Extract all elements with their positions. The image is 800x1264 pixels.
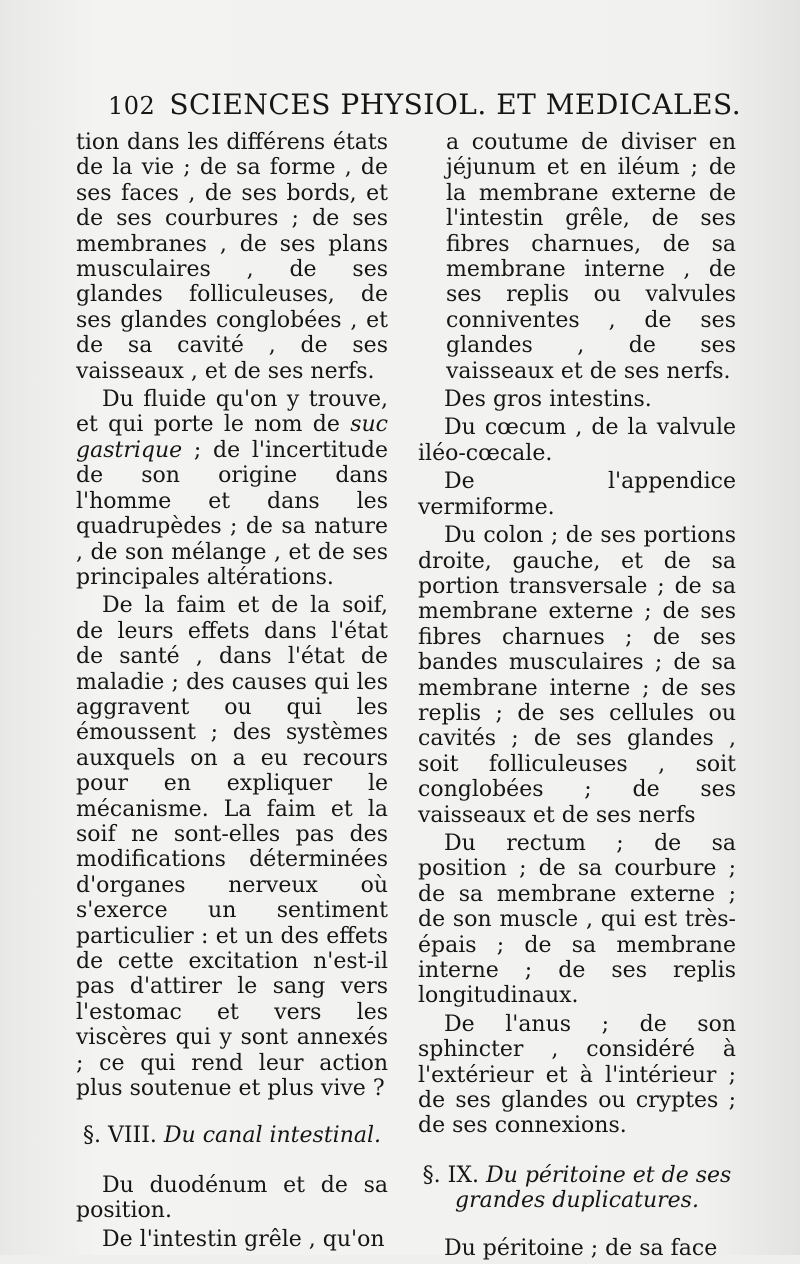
- running-header: [108, 88, 742, 132]
- section-heading: [76, 1123, 388, 1148]
- section-title: Du canal intestinal.: [163, 1123, 382, 1149]
- paragraph: a coutume de diviser en jéjunum et en iléum ; de la membrane externe de l'intestin grêle, de ses fibres charnues, de sa membrane interne , de ses replis ou valvules conniventes , de ses glandes , de ses vaisseaux et de ses nerfs.: [446, 130, 736, 384]
- running-title: SCIENCES PHYSIOL. ET MEDICALES.: [169, 88, 742, 121]
- paragraph: Du cœcum , de la valvule iléo-cœcale.: [418, 415, 736, 466]
- paragraph: De la faim et de la soif, de leurs effets dans l'état de santé , dans l'état de maladie ; des causes qui les aggravent ou qui les émoussent ; des systèmes auxquels on a eu recours pour en expliquer le mécanisme. La faim et la soif ne sont-elles pas des modifications déterminées d'organes nerveux où s'exerce un sentiment particulier : et un des effets de cette excitation n'est-il pas d'attirer le sang vers l'estomac et vers les viscères qui y sont annexés ; ce qui rend leur action plus soutenue et plus vive ?: [76, 593, 388, 1102]
- paragraph: Du rectum ; de sa position ; de sa courbure ; de sa membrane externe ; de son muscle , qui est très-épais ; de sa membrane interne ; de ses replis longitudinaux.: [418, 830, 736, 1009]
- paragraph: Du duodénum et de sa position.: [76, 1172, 388, 1224]
- page-number: 102: [108, 92, 156, 120]
- italic-term: suc gastrique: [76, 412, 388, 463]
- section-number: §. IX.: [422, 1162, 480, 1188]
- paragraph: De l'appendice vermiforme.: [418, 469, 736, 520]
- section-heading: [418, 1163, 736, 1214]
- paragraph: Du colon ; de ses portions droite, gauche, et de sa portion transversale ; de sa membrane externe ; de ses fibres charnues ; de ses bandes musculaires ; de sa membrane interne ; de ses replis ; de ses cellules ou cavités ; de ses glandes , soit folliculeuses , soit conglobées ; de ses vaisseaux et de ses nerfs: [418, 523, 736, 828]
- left-column: [76, 130, 388, 1255]
- paragraph: Du péritoine ; de sa face: [444, 1235, 718, 1261]
- paragraph: De l'intestin grêle , qu'on: [102, 1226, 385, 1252]
- paragraph: tion dans les différens états de la vie ; de sa forme , de ses faces , de ses bords, et de ses courbures ; de ses membranes , de ses plans musculaires , de ses glandes folliculeuses, de ses glandes conglobées , et de sa cavité , de ses vaisseaux , et de ses nerfs.: [76, 130, 388, 384]
- paragraph: Des gros intestins.: [444, 387, 652, 413]
- paragraph: [76, 387, 388, 590]
- right-column: [418, 130, 736, 1264]
- text-run: Du fluide qu'on y trouve, et qui porte le nom de: [76, 387, 388, 438]
- text-run: ; de l'incertitude de son origine dans l'homme et dans les quadrupèdes ; de sa nature , de son mélange , et de ses principales altérations.: [76, 437, 388, 590]
- paragraph: De l'anus ; de son sphincter , considéré à l'extérieur et à l'intérieur ; de ses glandes ou cryptes ; de ses connexions.: [418, 1011, 736, 1139]
- section-number: §. VIII.: [82, 1123, 157, 1149]
- section-title: Du péritoine et de ses grandes duplicatures.: [455, 1162, 732, 1214]
